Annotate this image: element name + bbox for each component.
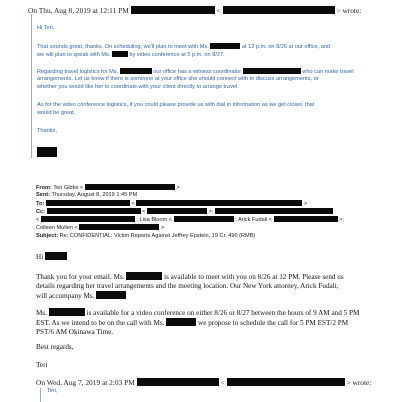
redaction: [137, 378, 219, 386]
redaction: [131, 6, 215, 14]
redaction: [174, 216, 234, 222]
paragraph-line: arrangements. Let us know if there is someone at your office she should connect with to discuss arrangements, or: [37, 76, 319, 82]
redaction: [79, 224, 159, 230]
paragraph-line: whether you would like her to coordinate with your client directly to arrange travel.: [37, 84, 239, 90]
redaction: [96, 291, 126, 299]
greeting: Hi Teri,: [37, 25, 55, 31]
redaction: [47, 208, 141, 214]
closing: Thanks,: [37, 128, 57, 134]
quoted-message-1: [31, 14, 399, 158]
redaction: [37, 147, 57, 157]
redaction: [112, 51, 128, 57]
sent-line: Sent: Thursday, August 8, 2019 1:45 PM: [36, 192, 138, 199]
redaction: [85, 184, 175, 190]
cc-line-2: < ; Lisa Bloom < ; Arick Fudali < >;: [36, 217, 344, 224]
redaction: [274, 216, 338, 222]
from-line: From: Teri Gibbs < >: [36, 185, 180, 191]
redaction: [243, 68, 301, 74]
closing: Best regards,: [36, 343, 74, 351]
redaction: [126, 272, 162, 280]
paragraph-1: Thank you for your email. Ms. is available to meet with you on 8/26 at 12 PM. Please send us details regarding her travel arrangements and the meeting location. Our New York attorney, Arick Fudali, will accompany Ms.: [36, 273, 344, 300]
redaction: [227, 378, 345, 386]
redaction: [166, 318, 196, 326]
cc-line: Cc: < >;: [36, 208, 396, 216]
cc-line-3: Colleen Mullen < >: [36, 225, 165, 232]
paragraph-line: would be great.: [37, 110, 76, 116]
redaction: [210, 43, 240, 49]
redaction: [45, 252, 67, 260]
redaction: [147, 208, 207, 214]
paragraph-line: Regarding travel logistics for Ms. our office has a witness coordinator who can make travel: [37, 69, 354, 75]
message-headers: [36, 184, 396, 240]
paragraph-2: Ms. is available for a video conference on either 8/26 or 8/27 between the hours of 9 AM and 5 PM EST. As we intend to be on the call with Ms. we propose to schedule the call for 5 PM EST/2 PM PST/6 AM Okinawa Time.: [36, 309, 360, 336]
redaction: [46, 200, 130, 206]
greeting-line: Hi: [36, 252, 366, 262]
redaction: [49, 308, 85, 316]
greeting: Teri,: [47, 388, 58, 394]
redaction: [41, 216, 135, 222]
paragraph-line: That sounds great, thanks. On scheduling, we'll plan to meet with Ms. at 12 p.m. on 8/26 at our office, and: [37, 44, 331, 50]
redaction: [136, 200, 302, 206]
reply-header-2: On Wed, Aug 7, 2019 at 2:03 PM < > wrote:: [36, 378, 372, 387]
paragraph-line: we will plan to speak with Ms. by video conference at 5 p.m. on 8/27.: [37, 52, 225, 58]
redaction: [215, 208, 333, 214]
signature: Teri: [36, 361, 48, 369]
redaction: [223, 6, 335, 14]
paragraph-line: As for the video conference logistics, if you could please provide us with dial in information as we get closer, that: [37, 102, 315, 108]
reply-header-1: On Thu, Aug 8, 2019 at 12:11 PM < > wrote:: [28, 6, 362, 15]
subject-line: Subject: Re: CONFIDENTIAL: Victim Reports Against Jeffrey Epstein, 19 Cr. 490 (RMB): [36, 232, 256, 239]
redaction: [120, 68, 152, 74]
to-line: To: < >: [36, 200, 308, 207]
